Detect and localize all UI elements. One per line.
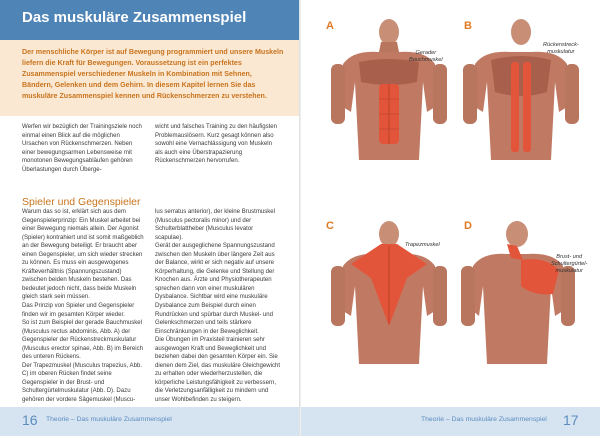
figure-panel-c — [323, 216, 455, 364]
page-number-right: 17 — [563, 412, 579, 428]
figure-panel-d — [461, 216, 593, 364]
muscle-label-a: Gerader Bauchmuskel — [409, 50, 443, 63]
muscle-label-c: Trapezmuskel — [405, 242, 440, 248]
figure-panel-b — [461, 12, 593, 160]
anatomy-front-figure-d-icon — [461, 216, 593, 364]
column-2-body-text: lus serratus anterior), der kleine Brustmuskel (Musculus pectoralis minor) und der Schulterblattheber (Musculus levator scapulae). Gerät der ausgeglichene Spannungszustand zwischen den Muskeln über längere Zeit aus der Balance, wirkt er sich negativ auf unsere Körperhaltung, die Gelenke und Stellung der Knochen aus. Ärzte und Physiotherapeuten sprechen dann von einer muskulären Dysbalance. Sichtbar wird eine muskuläre Dysbalance zum Beispiel durch einen Rundrücken und spürbar durch Muskel- und Gelenkschmerzen und teils stärkere Einschränkungen in der Beweglichkeit. Die Übungen im Praxisteil trainieren sehr ausgewogen Kraft und Beweglichkeit und beziehen dabei den gesamten Körper ein. Sie dienen dem Ziel, das muskuläre Gleichgewicht zu erhalten oder wiederherzustellen, die körperliche Leistungsfähigkeit zu verbessern, die Verletzungsanfälligkeit zu mindern und unser Wohlbefinden zu steigern. — [155, 209, 281, 404]
section-heading: Spieler und Gegenspieler — [22, 196, 141, 208]
title-bar — [0, 0, 299, 40]
panel-letter-a: A — [326, 20, 334, 32]
panel-letter-d: D — [464, 220, 472, 232]
footer-running-title-left: Theorie – Das muskuläre Zusammenspiel — [46, 416, 172, 423]
right-footer — [301, 407, 600, 436]
anatomy-back-figure-c-icon — [323, 216, 455, 364]
intro-box — [0, 40, 299, 116]
right-page — [301, 0, 600, 436]
panel-letter-b: B — [464, 20, 472, 32]
column-1-top-text: Werfen wir bezüglich der Trainingsziele noch einmal einen Blick auf die möglichen Ursachen von Rückenschmerzen. Neben einer bewegungsarmen Lebensweise mit monotonen Bewegungsabläufen gehören Überlastungen durch Überge- — [22, 124, 142, 173]
panel-letter-c: C — [326, 220, 334, 232]
left-footer — [0, 407, 299, 436]
column-1-body-text: Warum das so ist, erklärt sich aus dem Gegenspielerprinzip: Ein Muskel arbeitet bei einer Bewegung niemals allein. Der Agonist (Spieler) kontrahiert und ist somit maßgeblich an der Bewegung beteiligt. Er braucht aber einen Gegenspieler, um sich wieder strecken zu können. Es muss ein ausgewogenes Kräfteverhältnis (Spannungszustand) zwischen beiden Muskeln bestehen. Das bedeutet jedoch nicht, dass beide Muskeln gleich stark sein müssen. Das Prinzip von Spieler und Gegenspieler finden wir im gesamten Körper wieder. So ist zum Beispiel der gerade Bauchmuskel (Musculus rectus abdominis, Abb. A) der Gegenspieler der Rückenstreckmuskulatur (Musculus erector spinae, Abb. B) im Bereich des unteren Rückens. Der Trapezmuskel (Musculus trapezius, Abb. C) im oberen Rücken findet seine Gegenspieler in der Brust- und Schultergürtelmuskulatur (Abb. D). Dazu gehören der vordere Sägemuskel (Muscu- — [22, 209, 144, 404]
column-2-top-text: wicht und falsches Training zu den häufigsten Problemauslösern. Kurz gesagt können also sowohl eine Vernachlässigung von Muskeln als auch eine Überstrapazierung Rückenschmerzen hervorrufen. — [155, 124, 278, 165]
footer-running-title-right: Theorie – Das muskuläre Zusammenspiel — [421, 416, 547, 423]
left-page — [0, 0, 299, 436]
anatomy-back-figure-icon — [461, 12, 593, 160]
muscle-label-d: Brust- und Schultergürtel- muskulatur — [551, 254, 588, 274]
figure-panel-a — [323, 12, 455, 160]
page-title: Das muskuläre Zusammenspiel — [22, 9, 247, 26]
intro-text: Der menschliche Körper ist auf Bewegung programmiert und unsere Muskeln liefern die Kraft für Bewegungen. Voraussetzung ist ein perfektes Zusammenspiel verschiedener Muskeln in Kombination mit Sehnen, Bändern, Gelenken und dem Gehirn. In diesem Kapitel lernen Sie das muskuläre Zusammenspiel kennen und Rückenschmerzen zu verstehen. — [22, 48, 284, 100]
page-number-left: 16 — [22, 412, 38, 428]
anatomy-front-figure-icon — [323, 12, 455, 160]
muscle-label-b: Rückenstreck- muskulatur — [543, 42, 579, 55]
